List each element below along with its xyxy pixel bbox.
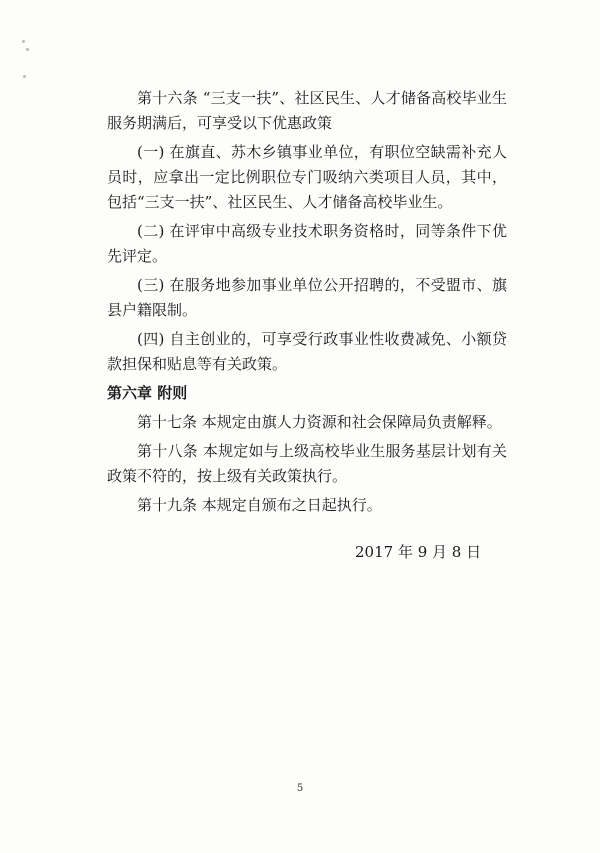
scan-speck: [26, 48, 29, 51]
article-16-item-3: (三) 在服务地参加事业单位公开招聘的，不受盟市、旗县户籍限制。: [107, 276, 507, 319]
scan-speck: [23, 75, 26, 78]
article-16-title: 第十六条 “三支一扶”、社区民生、人才储备高校毕业生服务期满后，可享受以下优惠政策: [107, 89, 507, 132]
issue-date: 2017 年 9 月 8 日: [355, 543, 482, 561]
chapter-6-heading: 第六章 附则: [107, 384, 188, 402]
scan-speck: [22, 40, 25, 43]
article-18: 第十八条 本规定如与上级高校毕业生服务基层计划有关政策不符的，按上级有关政策执行。: [107, 442, 507, 485]
page-number: 5: [296, 783, 304, 794]
article-16-item-4: (四) 自主创业的，可享受行政事业性收费减免、小额贷款担保和贴息等有关政策。: [107, 330, 507, 373]
article-17: 第十七条 本规定由旗人力资源和社会保障局负责解释。: [137, 413, 502, 431]
document-body: [107, 86, 507, 518]
article-16-item-1: (一) 在旗直、苏木乡镇事业单位，有职位空缺需补充人员时，应拿出一定比例职位专门吸纳六类项目人员，其中，包括“三支一扶”、社区民生、人才储备高校毕业生。: [107, 143, 507, 211]
article-19: 第十九条 本规定自颁布之日起执行。: [137, 496, 382, 514]
article-16-item-2: (二) 在评审中高级专业技术职务资格时，同等条件下优先评定。: [107, 222, 507, 265]
